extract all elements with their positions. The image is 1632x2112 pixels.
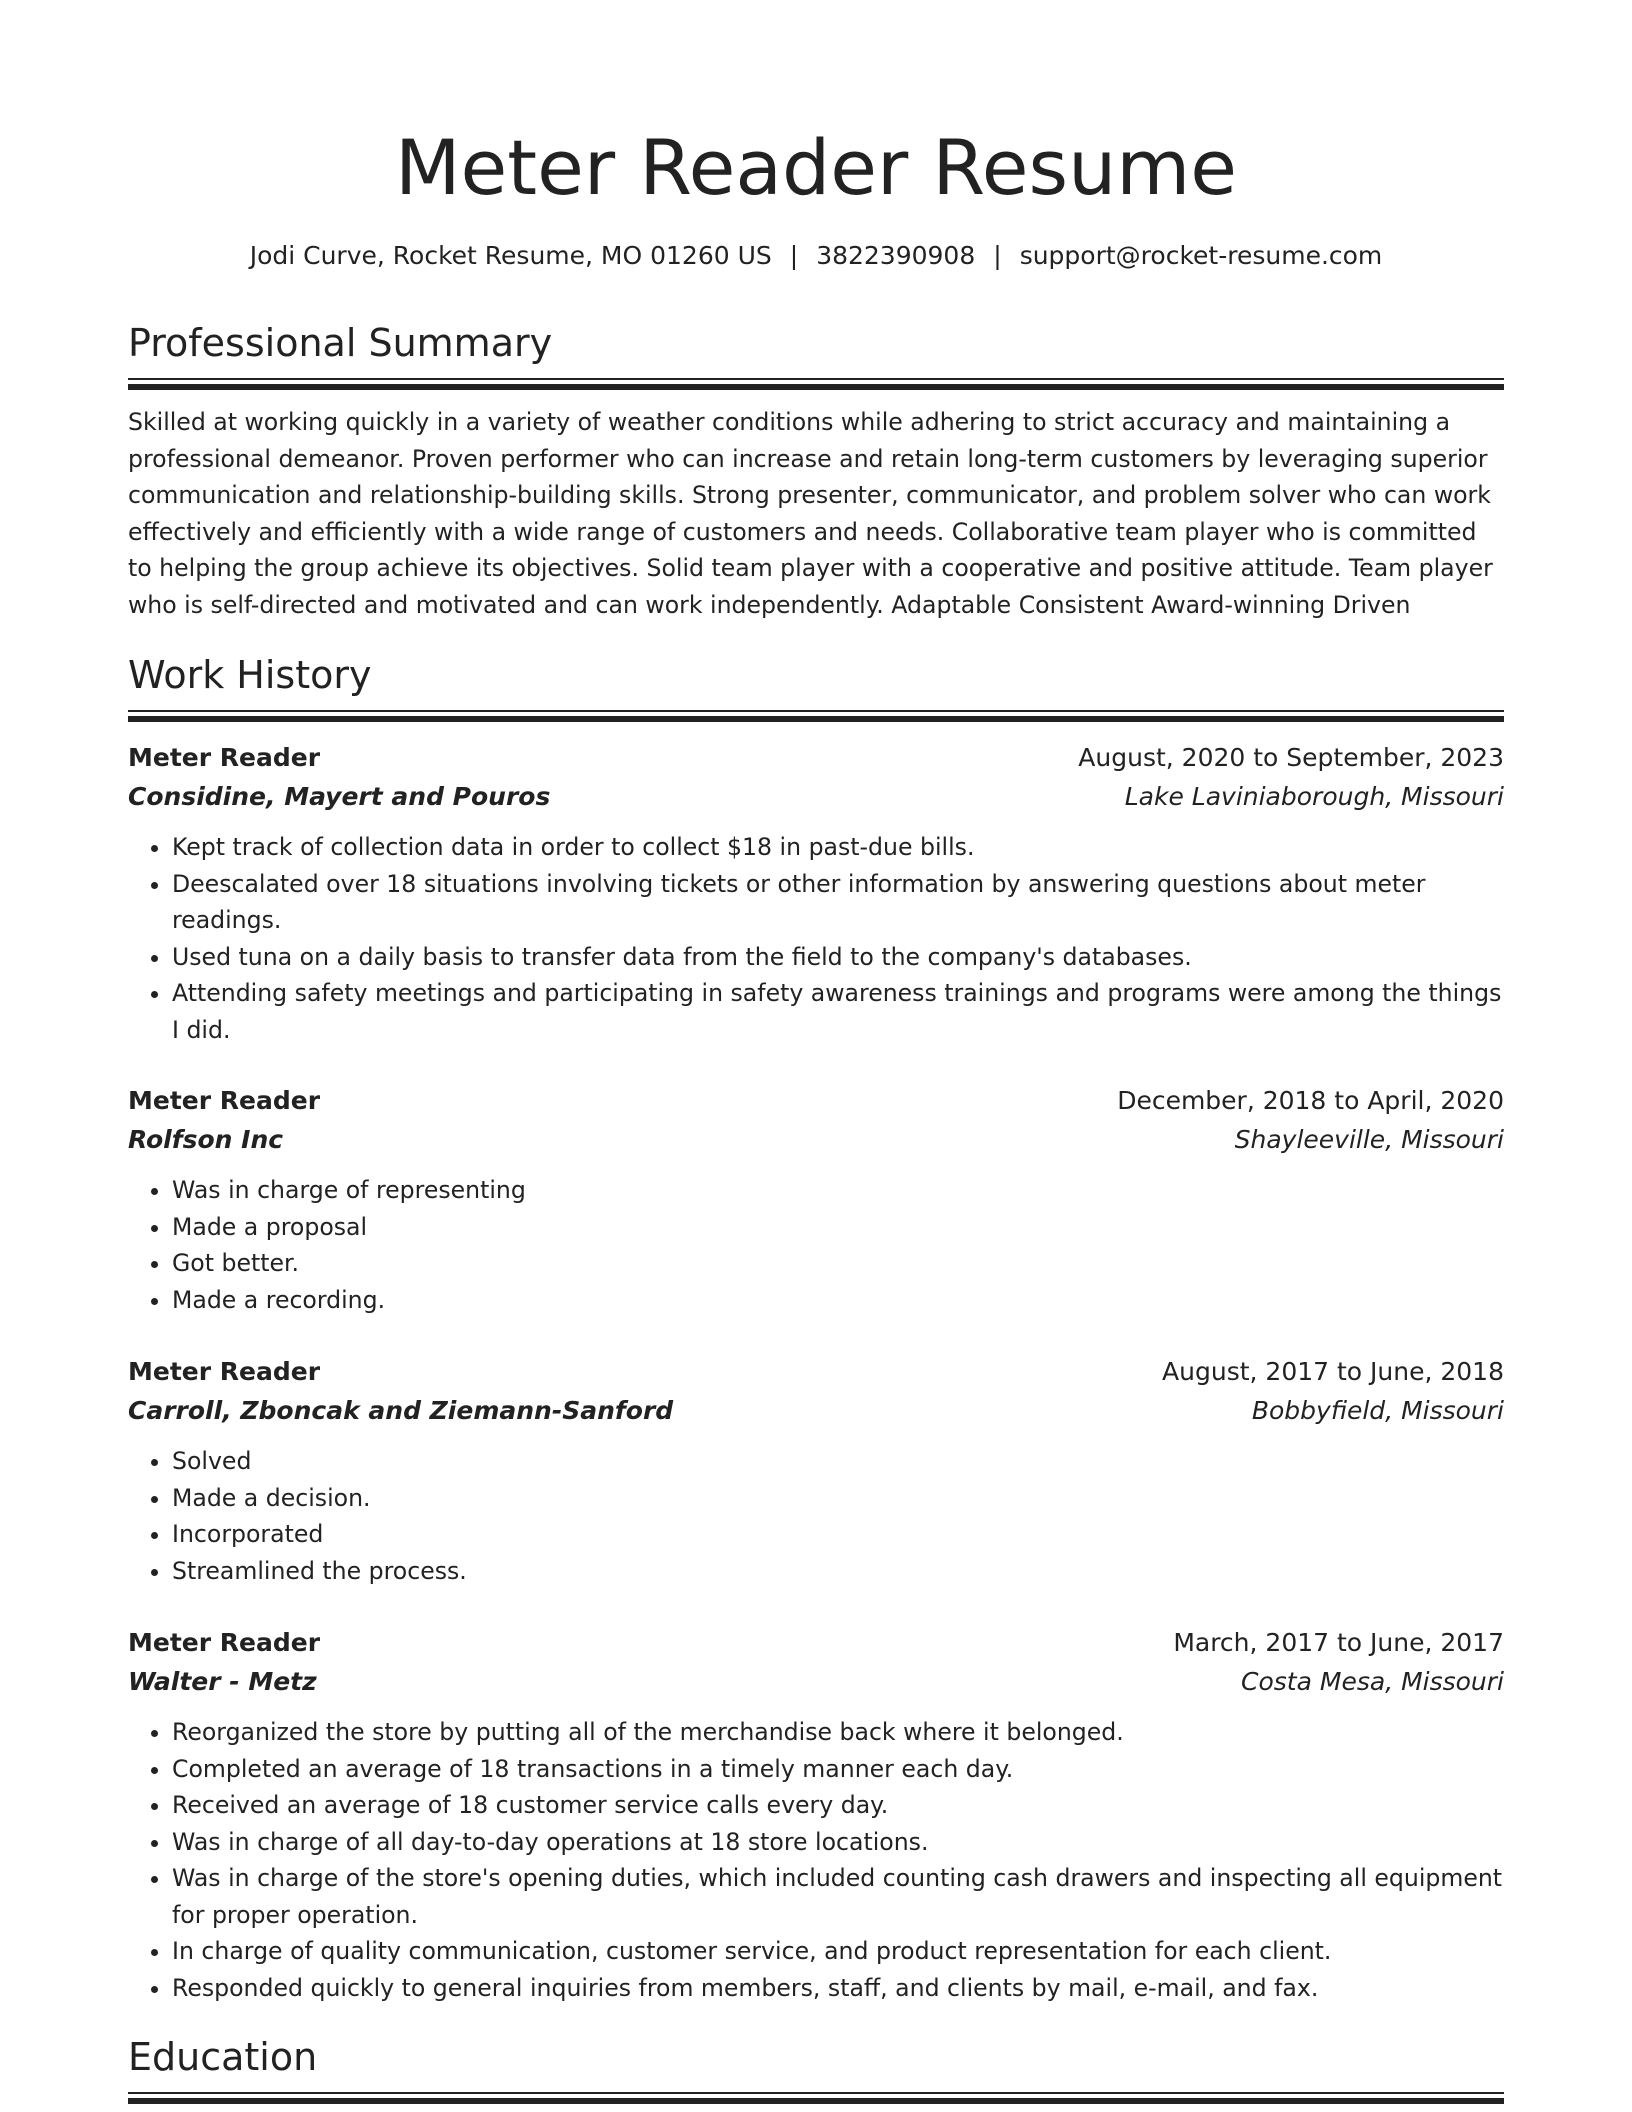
job-location: Bobbyfield, Missouri (1251, 1396, 1504, 1425)
list-item: • Solved (172, 1443, 1504, 1480)
job-entry (128, 1353, 1504, 1589)
contact-separator: | (993, 241, 1002, 270)
section-divider (128, 710, 1504, 722)
job-header-row (128, 1082, 1504, 1121)
section-heading: Education (128, 2035, 318, 2079)
section-divider (128, 2092, 1504, 2104)
job-dates: August, 2017 to June, 2018 (1162, 1357, 1504, 1386)
job-subheader-row (128, 1121, 1504, 1160)
job-company: Carroll, Zboncak and Ziemann-Sanford (128, 1396, 674, 1425)
job-location: Costa Mesa, Missouri (1241, 1667, 1504, 1696)
list-item: • Responded quickly to general inquiries from members, staff, and clients by mail, e-mail, and fax. (172, 1970, 1504, 2007)
job-header-row (128, 1624, 1504, 1663)
contact-line (128, 238, 1504, 274)
job-location: Lake Laviniaborough, Missouri (1124, 782, 1504, 811)
list-item: • Kept track of collection data in order to collect $18 in past-due bills. (172, 829, 1504, 866)
list-item: • Made a recording. (172, 1282, 1504, 1319)
job-dates: August, 2020 to September, 2023 (1078, 743, 1504, 772)
section-heading: Work History (128, 653, 372, 697)
job-title: Meter Reader (128, 1086, 321, 1115)
contact-phone: 3822390908 (816, 241, 976, 270)
job-company: Rolfson Inc (128, 1125, 284, 1154)
list-item: • Completed an average of 18 transactions in a timely manner each day. (172, 1751, 1504, 1788)
contact-email: support@rocket-resume.com (1019, 241, 1383, 270)
list-item: • Was in charge of all day-to-day operations at 18 store locations. (172, 1824, 1504, 1861)
job-entry (128, 1624, 1504, 2006)
job-title: Meter Reader (128, 1628, 321, 1657)
list-item: • Received an average of 18 customer service calls every day. (172, 1787, 1504, 1824)
list-item: • Got better. (172, 1245, 1504, 1282)
job-bullets (128, 1172, 1504, 1318)
job-location: Shayleeville, Missouri (1234, 1125, 1504, 1154)
list-item: • Made a decision. (172, 1480, 1504, 1517)
list-item: • Attending safety meetings and participating in safety awareness trainings and programs were among the things I did. (172, 975, 1504, 1048)
job-subheader-row (128, 1663, 1504, 1702)
list-item: • Was in charge of representing (172, 1172, 1504, 1209)
section-divider (128, 378, 1504, 390)
job-bullets (128, 1714, 1504, 2006)
job-title: Meter Reader (128, 743, 321, 772)
list-item: • Was in charge of the store's opening duties, which included counting cash drawers and inspecting all equipment for proper operation. (172, 1860, 1504, 1933)
job-company: Walter - Metz (128, 1667, 317, 1696)
list-item: • Used tuna on a daily basis to transfer data from the field to the company's databases. (172, 939, 1504, 976)
job-header-row (128, 739, 1504, 778)
job-bullets (128, 1443, 1504, 1589)
job-dates: December, 2018 to April, 2020 (1117, 1086, 1504, 1115)
list-item: • In charge of quality communication, customer service, and product representation for each client. (172, 1933, 1504, 1970)
job-company: Considine, Mayert and Pouros (128, 782, 551, 811)
job-header-row (128, 1353, 1504, 1392)
job-title: Meter Reader (128, 1357, 321, 1386)
section-heading: Professional Summary (128, 321, 553, 365)
list-item: • Streamlined the process. (172, 1553, 1504, 1590)
job-subheader-row (128, 1392, 1504, 1431)
job-entry (128, 739, 1504, 1048)
contact-separator: | (789, 241, 799, 270)
section-work-history (128, 650, 1504, 722)
job-subheader-row (128, 778, 1504, 817)
section-education (128, 2032, 1504, 2104)
section-professional-summary (128, 318, 1504, 623)
list-item: • Made a proposal (172, 1209, 1504, 1246)
job-bullets (128, 829, 1504, 1048)
list-item: • Reorganized the store by putting all of the merchandise back where it belonged. (172, 1714, 1504, 1751)
summary-text: Skilled at working quickly in a variety of weather conditions while adhering to strict accuracy and maintaining a professional demeanor. Proven performer who can increase and retain long-term customers by leveraging superior communication and relationship-building skills. Strong presenter, communicator, and problem solver who can work effectively and efficiently with a wide range of customers and needs. Collaborative team player who is committed to helping the group achieve its objectives. Solid team player with a cooperative and positive attitude. Team player who is self-directed and motivated and can work independently. Adaptable Consistent Award-winning Driven (128, 408, 1493, 619)
page-title: Meter Reader Resume (394, 123, 1238, 212)
job-entry (128, 1082, 1504, 1318)
contact-address: Jodi Curve, Rocket Resume, MO 01260 US (249, 241, 772, 270)
job-dates: March, 2017 to June, 2017 (1173, 1628, 1504, 1657)
list-item: • Deescalated over 18 situations involving tickets or other information by answering questions about meter readings. (172, 866, 1504, 939)
list-item: • Incorporated (172, 1516, 1504, 1553)
